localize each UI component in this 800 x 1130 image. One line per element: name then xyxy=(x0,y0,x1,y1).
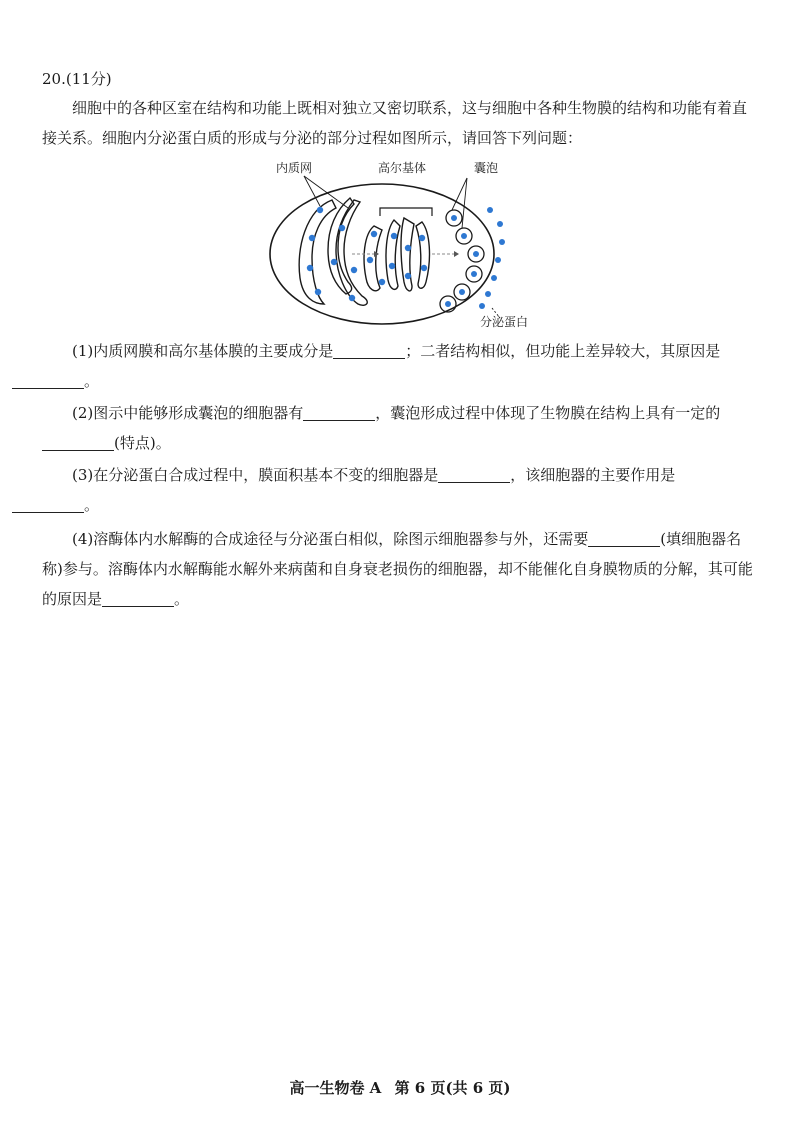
part4-text-c: 。 xyxy=(174,590,190,608)
answer-blank-3b[interactable] xyxy=(12,496,84,513)
label-vesicle: 囊泡 xyxy=(474,161,499,175)
answer-blank-4a[interactable] xyxy=(588,530,660,547)
footer-subject: 高一生物卷 A xyxy=(289,1079,382,1097)
question-part-2 xyxy=(42,398,760,458)
part2-text-b: ，囊泡形成过程中体现了生物膜在结构上具有一定的 xyxy=(375,404,721,422)
part3-text-b: ，该细胞器的主要作用是 xyxy=(510,466,676,484)
question-part-3 xyxy=(42,460,760,520)
part2-text-a: (2)图示中能够形成囊泡的细胞器有 xyxy=(72,404,304,422)
question-part-1 xyxy=(42,336,760,396)
arrow-head-2 xyxy=(454,251,459,257)
label-secretory-protein: 分泌蛋白 xyxy=(480,315,529,329)
part1-text-c: 。 xyxy=(84,372,100,390)
answer-blank-1b[interactable] xyxy=(12,372,84,389)
question-part-4 xyxy=(42,524,760,614)
answer-blank-4b[interactable] xyxy=(102,590,174,607)
cell-outline xyxy=(270,184,494,324)
part2-text-c: (特点)。 xyxy=(114,434,171,452)
question-number: 20.(11分) xyxy=(42,70,112,88)
intro-text: 细胞中的各种区室在结构和功能上既相对独立又密切联系，这与细胞中各种生物膜的结构和功能有着直接关系。细胞内分泌蛋白质的形成与分泌的部分过程如图所示，请回答下列问题： xyxy=(42,99,748,147)
part1-text-a: (1)内质网膜和高尔基体膜的主要成分是 xyxy=(72,342,334,360)
part3-text-a: (3)在分泌蛋白合成过程中，膜面积基本不变的细胞器是 xyxy=(72,466,439,484)
part4-text-a: (4)溶酶体内水解酶的合成途径与分泌蛋白相似，除图示细胞器参与外，还需要 xyxy=(72,530,589,548)
label-er: 内质网 xyxy=(276,161,313,175)
part4-text-b: (填细胞器名称)参与。溶酶体内水解酶能水解外来病菌和自身衰老损伤的细胞器，却不能催化自身膜物质的分解，其可能的原因是 xyxy=(42,530,753,608)
part3-text-c: 。 xyxy=(84,496,100,514)
question-intro xyxy=(42,93,760,153)
answer-blank-2b[interactable] xyxy=(42,434,114,451)
answer-blank-3a[interactable] xyxy=(438,466,510,483)
page-footer xyxy=(0,1077,800,1098)
secretion-diagram xyxy=(262,158,562,336)
golgi-bracket xyxy=(380,208,432,216)
footer-page-number: 第 6 页(共 6 页) xyxy=(394,1079,511,1097)
part1-text-b: ；二者结构相似，但功能上差异较大，其原因是 xyxy=(405,342,721,360)
er-structure xyxy=(299,198,367,305)
label-golgi: 高尔基体 xyxy=(378,161,427,175)
answer-blank-1a[interactable] xyxy=(333,342,405,359)
answer-blank-2a[interactable] xyxy=(303,404,375,421)
